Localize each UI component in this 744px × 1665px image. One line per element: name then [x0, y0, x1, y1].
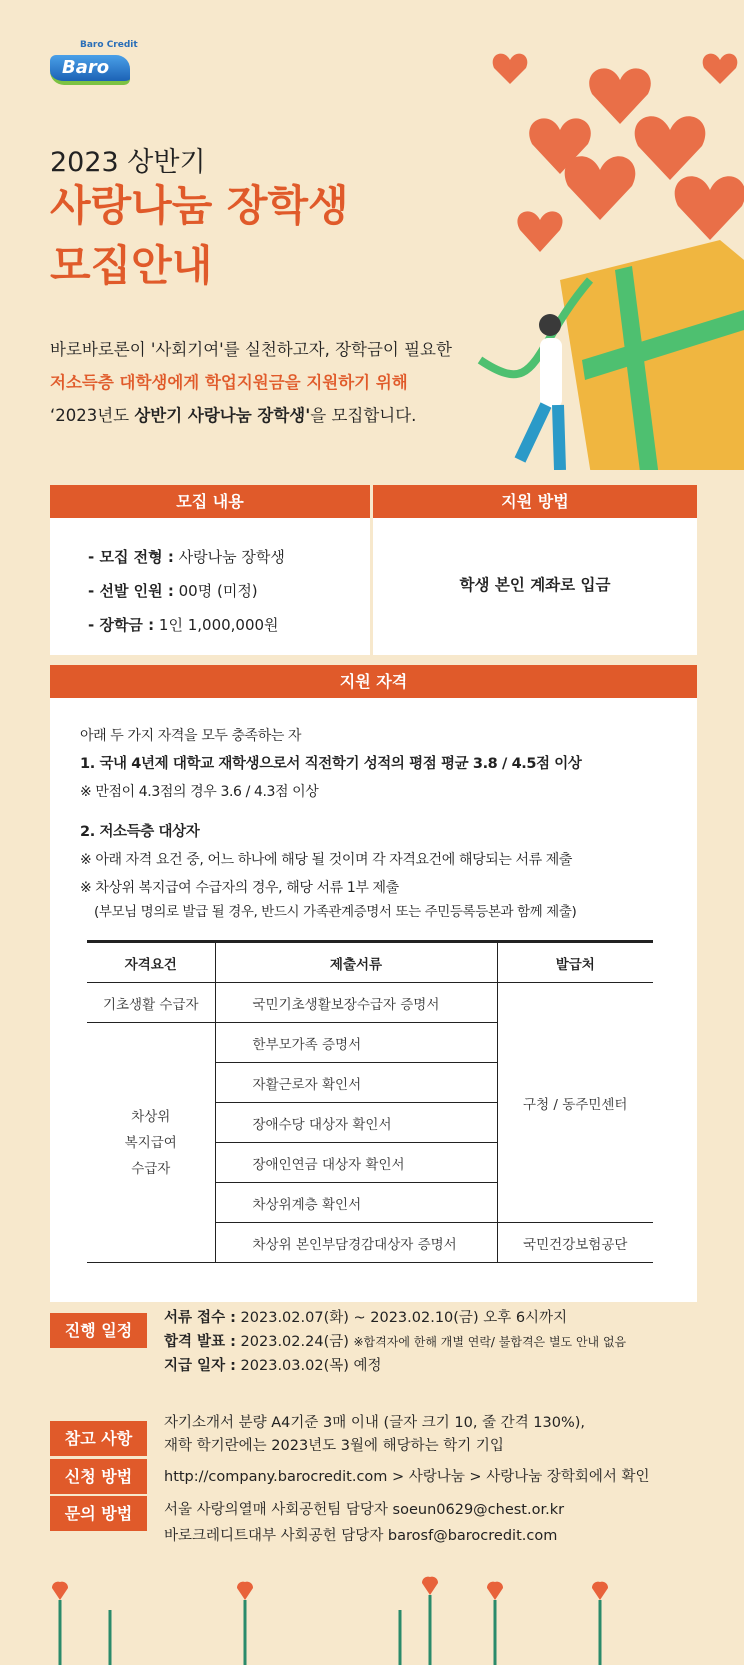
recruit-key: - 장학금 :: [88, 616, 155, 634]
intro-line3: [50, 399, 452, 432]
recruit-item: [88, 540, 370, 574]
documents-table: [87, 940, 653, 1263]
title-line1: 사랑나눔 장학생: [50, 181, 349, 230]
req-line: 수급자: [131, 1160, 171, 1177]
apply-body: 학생 본인 계좌로 입금: [459, 576, 611, 594]
table-cell-document: 국민기초생활보장수급자 증명서: [215, 983, 497, 1023]
contact-label: 문의 방법: [50, 1496, 147, 1531]
notes-line: 자기소개서 분량 A4기준 3매 이내 (글자 크기 10, 줄 간격 130%),: [164, 1415, 586, 1431]
qual-criterion-2-note: (부모님 명의로 발급 될 경우, 반드시 가족관계증명서 또는 주민등록등본과 함께 제출): [94, 904, 577, 920]
schedule-key: 서류 접수 :: [164, 1310, 236, 1326]
schedule-value: 2023.02.07(화) ~ 2023.02.10(금) 오후 6시까지: [235, 1310, 568, 1326]
table-cell-document: 장애인연금 대상자 확인서: [215, 1143, 497, 1183]
intro-line3-a: ‘2023년도: [50, 406, 135, 425]
contact-line: 서울 사랑의열매 사회공헌팀 담당자 soeun0629@chest.or.kr: [164, 1502, 565, 1518]
recruit-item: [88, 608, 370, 642]
title-year: 2023 상반기: [50, 147, 206, 178]
intro-line1: 바로바로론이 '사회기여'를 실천하고자, 장학금이 필요한: [50, 340, 452, 359]
schedule-item: [164, 1306, 626, 1330]
recruit-item: [88, 574, 370, 608]
qual-criterion-2-note: ※ 차상위 복지급여 수급자의 경우, 해당 서류 1부 제출: [80, 880, 399, 896]
table-cell-requirement: 기초생활 수급자: [87, 983, 215, 1023]
gift-illustration: [420, 20, 744, 470]
notes-line: 재학 학기란에는 2023년도 3월에 해당하는 학기 기입: [164, 1438, 504, 1454]
qual-criterion-1-note: ※ 만점이 4.3점의 경우 3.6 / 4.3점 이상: [80, 784, 319, 800]
qualification-header: 지원 자격: [50, 665, 697, 698]
title-line2: 모집안내: [50, 241, 213, 290]
contact-line: 바로크레디트대부 사회공헌 담당자 barosf@barocredit.com: [164, 1528, 558, 1544]
schedule-info: [164, 1306, 626, 1378]
recruit-card: [50, 485, 370, 655]
apply-header: 지원 방법: [373, 485, 697, 518]
qual-intro: 아래 두 가지 자격을 모두 충족하는 자: [80, 728, 302, 744]
intro-text: [50, 333, 452, 432]
page-title: [50, 176, 349, 296]
schedule-note: ※합격자에 한해 개별 연락/ 불합격은 별도 안내 없음: [353, 1335, 627, 1349]
table-header: 발급처: [497, 942, 653, 983]
table-cell-issuer: 구청 / 동주민센터: [497, 983, 653, 1223]
contact-info: [164, 1497, 564, 1549]
table-cell-document: 자활근로자 확인서: [215, 1063, 497, 1103]
recruit-header: 모집 내용: [50, 485, 370, 518]
schedule-item: [164, 1354, 626, 1378]
schedule-key: 합격 발표 :: [164, 1334, 236, 1350]
table-header: 제출서류: [215, 942, 497, 983]
notes-info: [164, 1412, 585, 1458]
table-cell-document: 장애수당 대상자 확인서: [215, 1103, 497, 1143]
intro-line2: 저소득층 대학생에게 학업지원금을 지원하기 위해: [50, 373, 408, 392]
intro-line3-c: 을 모집합니다.: [310, 406, 417, 425]
recruit-value: 00명 (미정): [173, 582, 258, 600]
table-cell-document: 한부모가족 증명서: [215, 1023, 497, 1063]
flowers-illustration: [0, 1560, 744, 1665]
schedule-label: 진행 일정: [50, 1313, 147, 1348]
qual-criterion-2-note: ※ 아래 자격 요건 중, 어느 하나에 해당 될 것이며 각 자격요건에 해당되는 서류 제출: [80, 852, 573, 868]
qual-criterion-1: 1. 국내 4년제 대학교 재학생으로서 직전학기 성적의 평점 평균 3.8 / 4.5점 이상: [80, 756, 582, 772]
recruit-key: - 선발 인원 :: [88, 582, 174, 600]
table-header: 자격요건: [87, 942, 215, 983]
schedule-value: 2023.03.02(목) 예정: [235, 1358, 382, 1374]
baro-logo: [50, 40, 140, 90]
table-cell-issuer: 국민건강보험공단: [497, 1223, 653, 1263]
recruit-key: - 모집 전형 :: [88, 548, 174, 566]
req-line: 복지급여: [124, 1134, 177, 1151]
table-cell-document: 차상위 본인부담경감대상자 증명서: [215, 1223, 497, 1263]
schedule-value: 2023.02.24(금): [235, 1334, 354, 1350]
table-cell-document: 차상위계층 확인서: [215, 1183, 497, 1223]
recruit-value: 1인 1,000,000원: [154, 616, 279, 634]
req-line: 차상위: [131, 1108, 171, 1125]
schedule-key: 지급 일자 :: [164, 1358, 236, 1374]
recruit-value: 사랑나눔 장학생: [173, 548, 285, 566]
notes-label: 참고 사항: [50, 1421, 147, 1456]
qual-criterion-2: 2. 저소득층 대상자: [80, 824, 200, 840]
method-label: 신청 방법: [50, 1459, 147, 1494]
logo-mark: Baro: [50, 55, 130, 85]
apply-card: [373, 485, 697, 655]
schedule-item: [164, 1330, 626, 1354]
logo-subtext: Baro Credit: [80, 40, 138, 50]
qualification-card: [50, 665, 697, 1302]
table-header-row: [87, 942, 653, 983]
method-text: http://company.barocredit.com > 사랑나눔 > 사랑나눔 장학회에서 확인: [164, 1469, 650, 1485]
table-row: [87, 983, 653, 1023]
table-cell-requirement: [87, 1023, 215, 1263]
intro-line3-b: 상반기 사랑나눔 장학생': [134, 406, 311, 425]
